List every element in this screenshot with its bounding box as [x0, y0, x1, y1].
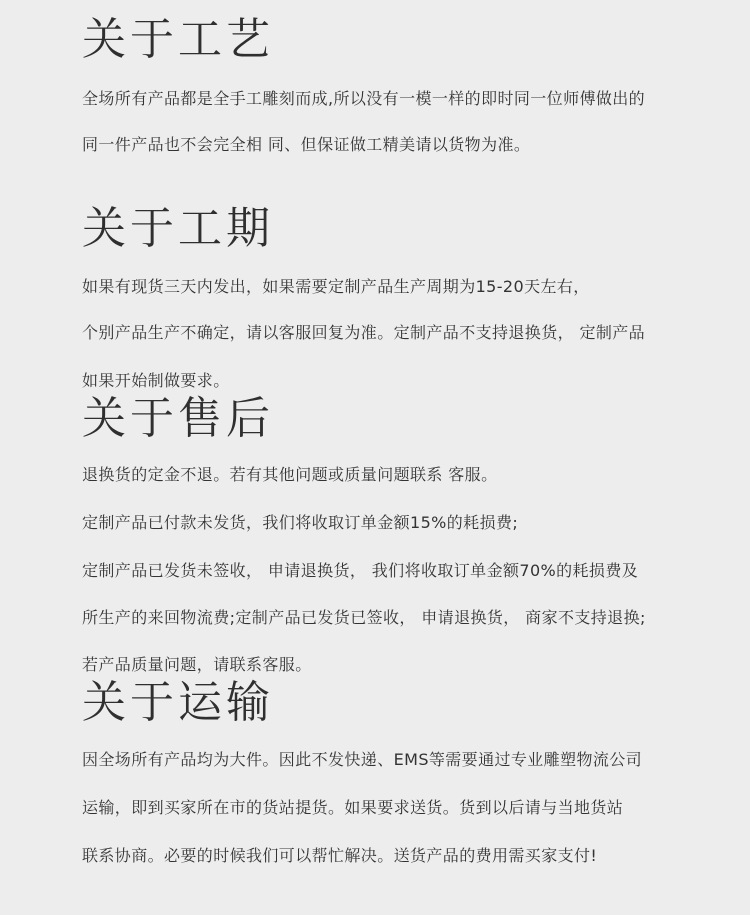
section-after-sales-line-1: 退换货的定金不退。若有其他问题或质量问题联系 客服。 — [82, 465, 498, 484]
section-schedule-title: 关于工期 — [82, 203, 274, 254]
section-schedule-line-1: 如果有现货三天内发出，如果需要定制产品生产周期为15-20天左右， — [82, 277, 590, 296]
section-schedule-line-2: 个别产品生产不确定，请以客服回复为准。定制产品不支持退换货， 定制产品 — [82, 323, 646, 342]
section-after-sales-title: 关于售后 — [82, 393, 274, 444]
section-craft-line-2: 同一件产品也不会完全相 同、但保证做工精美请以货物为准。 — [82, 135, 531, 154]
section-shipping-line-1: 因全场所有产品均为大件。因此不发快递、EMS等需要通过专业雕塑物流公司 — [82, 750, 643, 769]
section-craft-title: 关于工艺 — [82, 14, 274, 65]
section-shipping-title: 关于运输 — [82, 677, 274, 728]
section-after-sales-line-4: 所生产的来回物流费;定制产品已发货已签收， 申请退换货， 商家不支持退换; — [82, 608, 646, 627]
section-after-sales-line-5: 若产品质量问题，请联系客服。 — [82, 655, 312, 674]
section-shipping-line-2: 运输，即到买家所在市的货站提货。如果要求送货。货到以后请与当地货站 — [82, 798, 624, 817]
section-shipping-line-3: 联系协商。必要的时候我们可以帮忙解决。送货产品的费用需买家支付! — [82, 846, 598, 865]
section-craft-line-1: 全场所有产品都是全手工雕刻而成,所以没有一模一样的即时同一位师傅做出的 — [82, 89, 646, 108]
section-schedule-line-3: 如果开始制做要求。 — [82, 371, 230, 390]
section-after-sales-line-2: 定制产品已付款未发货，我们将收取订单金额15%的耗损费; — [82, 513, 519, 532]
section-after-sales-line-3: 定制产品已发货未签收， 申请退换货， 我们将收取订单金额70%的耗损费及 — [82, 561, 639, 580]
